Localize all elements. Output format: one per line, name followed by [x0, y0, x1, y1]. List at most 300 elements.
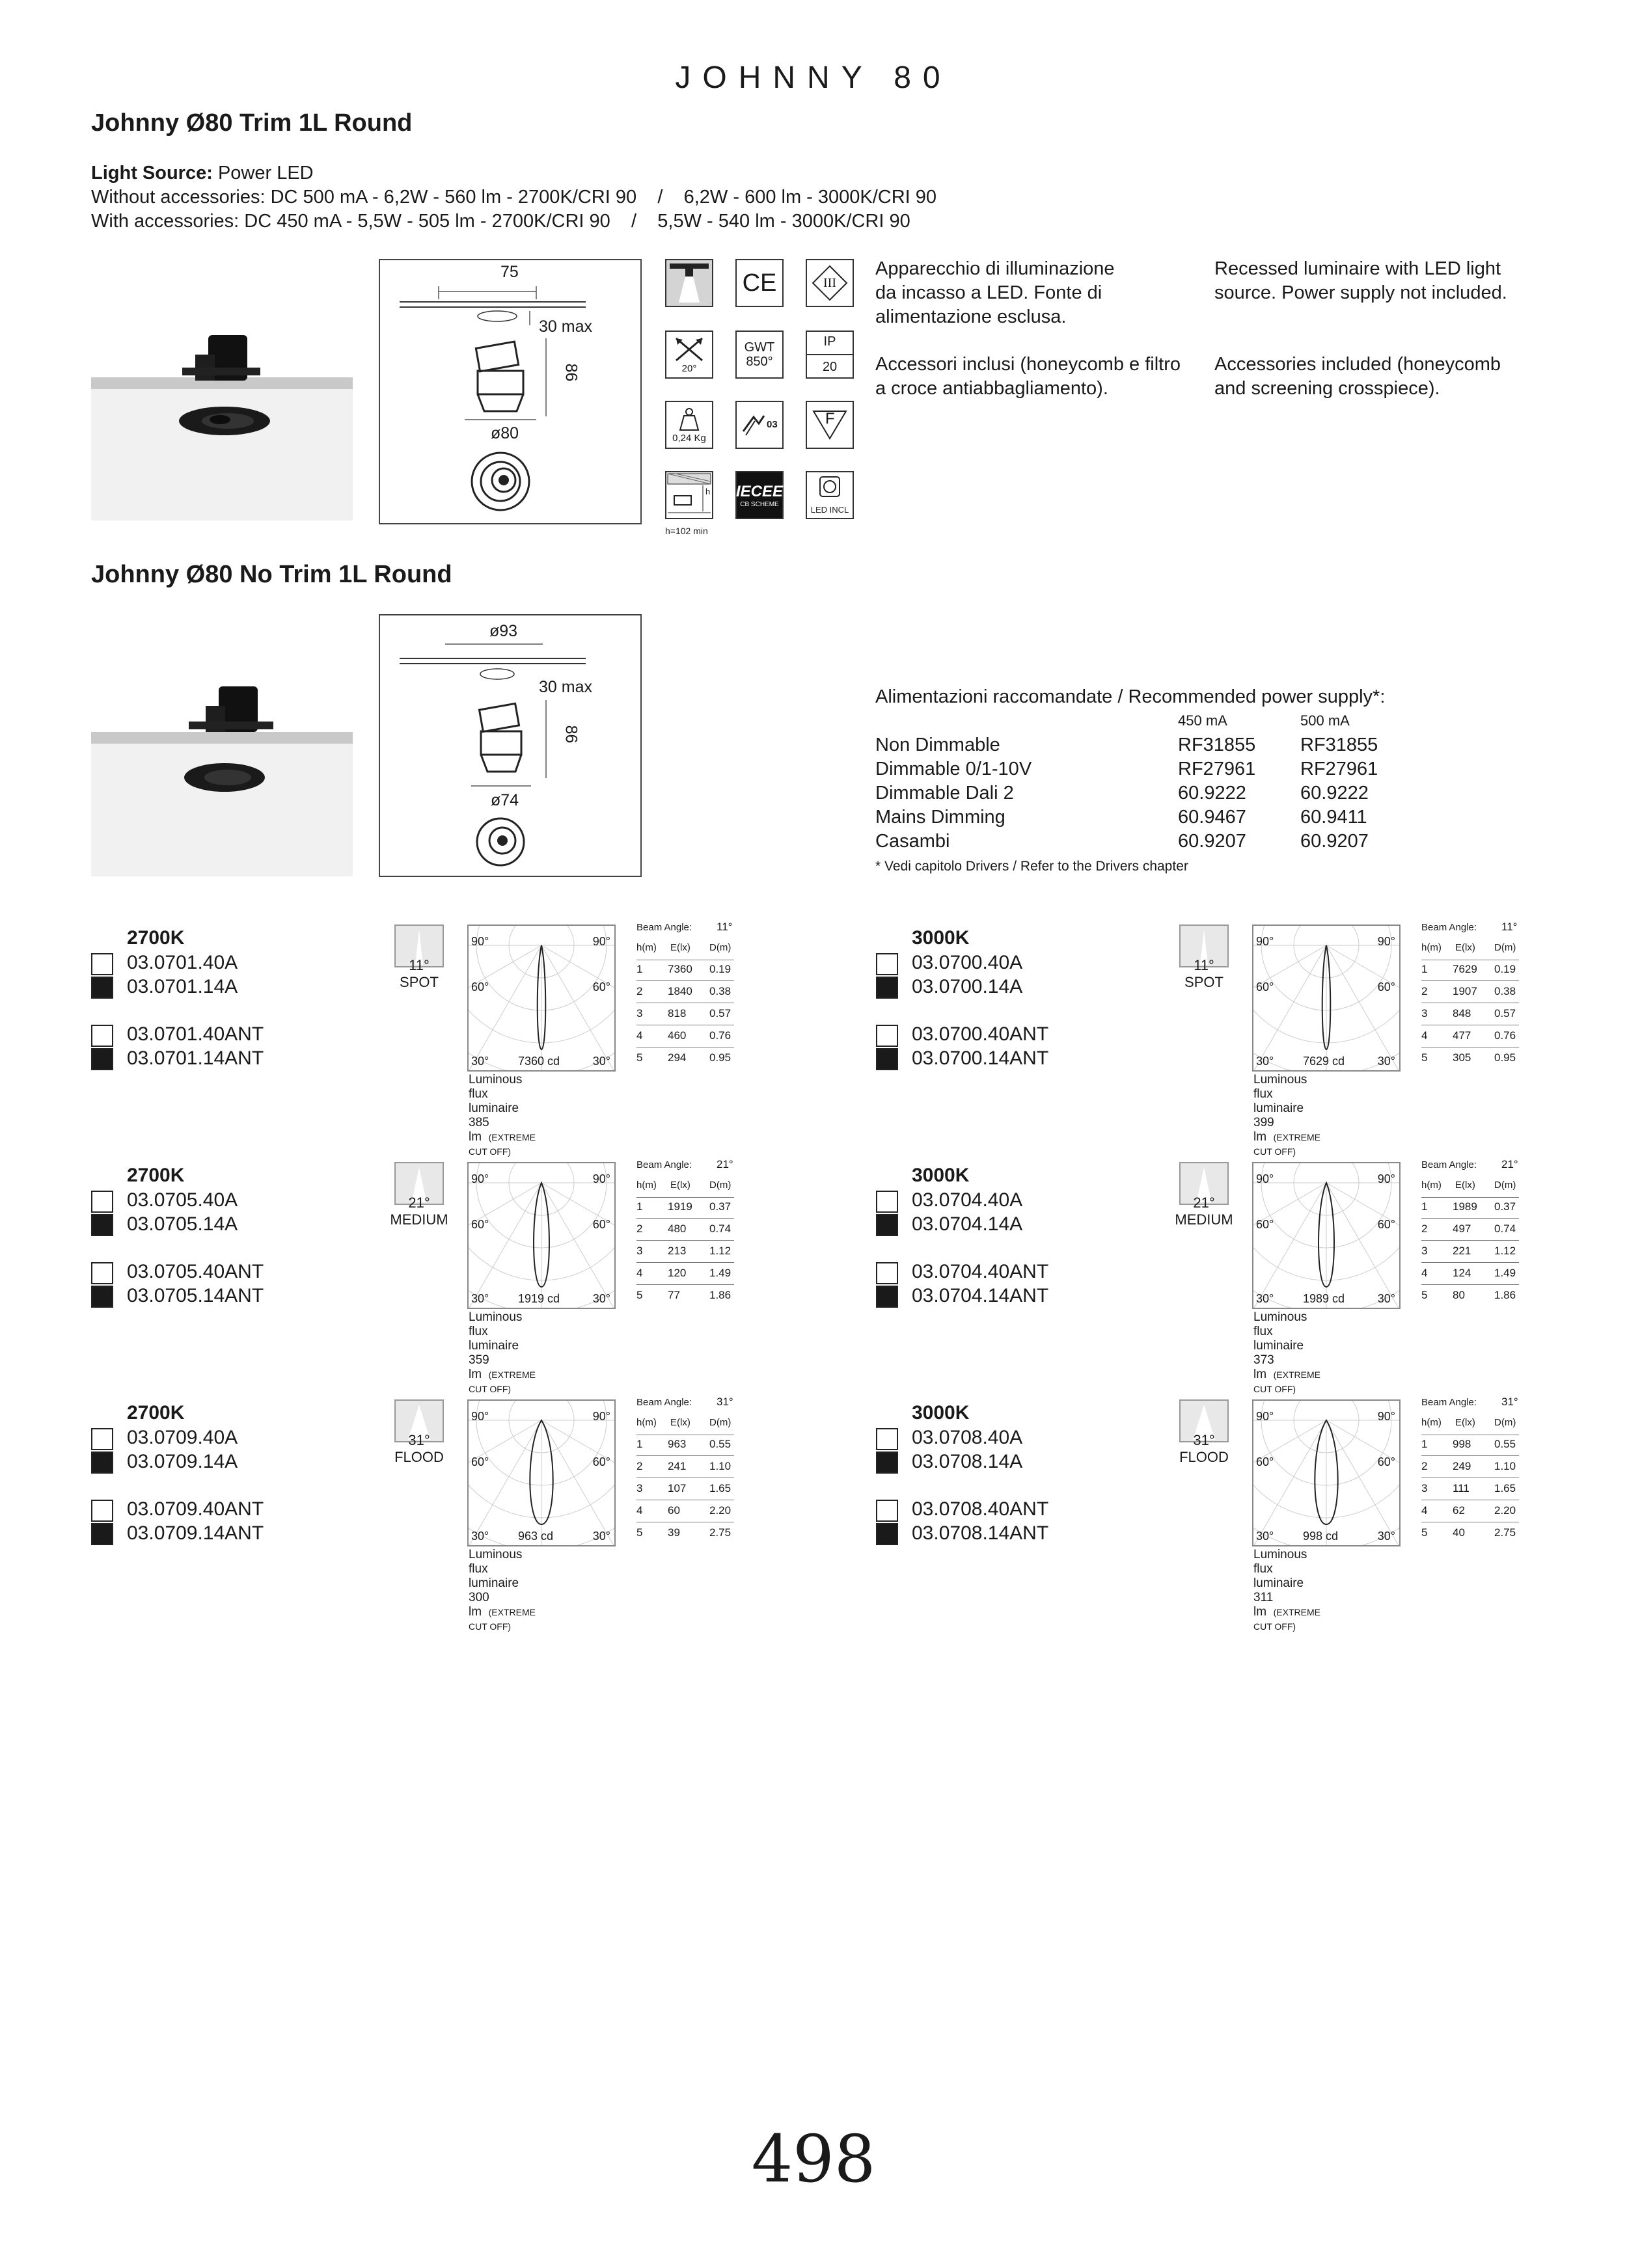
col-e: E(lx): [670, 1180, 690, 1191]
luminous-flux-caption: [469, 1310, 536, 1396]
recessed-icon: [665, 259, 713, 307]
polar-label-30-left: 30°: [1256, 1530, 1274, 1543]
illuminance-row: [636, 1458, 734, 1478]
white-finish-swatch: [91, 1191, 113, 1213]
white-finish-swatch: [876, 1500, 898, 1522]
illuminance-row: [1421, 1243, 1519, 1263]
polar-label-60-left: 60°: [1256, 1455, 1274, 1468]
white-finish-swatch: [876, 1191, 898, 1213]
ip-divider: [806, 354, 854, 355]
height-value: 1: [1421, 1200, 1428, 1213]
white-finish-swatch: [876, 1025, 898, 1047]
black-finish-swatch: [91, 1048, 113, 1070]
illuminance-value: 62: [1453, 1504, 1465, 1517]
power-supply-note: * Vedi capitolo Drivers / Refer to the Drivers chapter: [875, 859, 1188, 874]
diameter-value: 0.57: [709, 1007, 731, 1019]
polar-diagram: [467, 1399, 616, 1546]
illuminance-row: [636, 1005, 734, 1025]
illuminance-value: 477: [1453, 1029, 1471, 1042]
diameter-value: 0.37: [709, 1200, 731, 1213]
height-value: 4: [1421, 1029, 1428, 1042]
illuminance-row: [636, 1027, 734, 1047]
beam-type-label: SPOT: [400, 974, 439, 990]
product-code: 03.0701.14A: [127, 976, 238, 997]
illuminance-value: 39: [668, 1526, 680, 1539]
illuminance-row: [1421, 961, 1519, 981]
description-italian-1: [875, 257, 1201, 329]
height-value: 2: [636, 1460, 643, 1472]
illuminance-header-row: [1421, 940, 1519, 960]
polar-diagram: [1252, 925, 1401, 1072]
illuminance-value: 1907: [1453, 985, 1477, 997]
section-title-no-trim: Johnny Ø80 No Trim 1L Round: [91, 561, 452, 588]
col-h: h(m): [1421, 1417, 1442, 1428]
power-supply-row: [875, 759, 1461, 783]
illuminance-value: 60: [668, 1504, 680, 1517]
flux-value: 373 lm: [1253, 1353, 1274, 1381]
illuminance-value: 111: [1453, 1482, 1470, 1494]
desc-it-1-line: Apparecchio di illuminazione: [875, 258, 1115, 279]
beam-type-label: SPOT: [1184, 974, 1224, 990]
illuminance-table: [636, 1159, 741, 1322]
col-e: E(lx): [670, 942, 690, 953]
polar-label-90-right: 90°: [1377, 1172, 1395, 1185]
beam-degree-label: 11°: [1194, 957, 1214, 973]
product-photo-no-trim: [91, 660, 353, 876]
led-chip-icon: [819, 476, 841, 498]
illuminance-value: 124: [1453, 1267, 1471, 1279]
polar-label-30-left: 30°: [471, 1292, 489, 1305]
height-value: 3: [636, 1245, 643, 1257]
height-value: 3: [1421, 1007, 1428, 1019]
technical-drawing-no-trim: [379, 614, 642, 877]
product-code: 03.0705.40A: [127, 1189, 238, 1211]
illuminance-value: 107: [668, 1482, 687, 1494]
diameter-value: 0.74: [1494, 1222, 1516, 1235]
ps-code-500: RF27961: [1300, 759, 1378, 779]
col-d: D(m): [1494, 1417, 1516, 1428]
product-photo-trim: [91, 257, 353, 520]
col-e: E(lx): [1455, 1180, 1475, 1191]
ce-mark-icon: CE: [735, 259, 784, 307]
product-code: 03.0701.40A: [127, 952, 238, 973]
cutoff-label: (EXTREME CUT OFF): [469, 1370, 536, 1394]
cct-label: 2700K: [127, 927, 185, 949]
black-finish-swatch: [91, 1286, 113, 1308]
flux-value: 300 lm: [469, 1591, 489, 1619]
ps-code-450: 60.9467: [1178, 807, 1246, 828]
illuminance-row: [636, 961, 734, 981]
ip-rating-icon: [806, 331, 854, 379]
dim-diameter: ø74: [491, 791, 519, 809]
diameter-value: 0.95: [709, 1051, 731, 1064]
illuminance-row: [636, 1524, 734, 1544]
illuminance-row: [1421, 1287, 1519, 1306]
luminaire-photo-illustration: [91, 257, 353, 520]
diameter-value: 1.12: [1494, 1245, 1516, 1257]
illuminance-value: 497: [1453, 1222, 1471, 1235]
white-finish-swatch: [91, 1262, 113, 1284]
flux-value: 359 lm: [469, 1353, 489, 1381]
desc-it-2-line: Accessori inclusi (honeycomb e filtro: [875, 354, 1181, 375]
illuminance-value: 305: [1453, 1051, 1471, 1064]
page-number: 498: [751, 2121, 876, 2197]
weight-bell-icon: [676, 407, 702, 433]
ta-class-number: 03: [767, 419, 778, 430]
ps-name: Dimmable Dali 2: [875, 783, 1014, 803]
product-code: 03.0708.40ANT: [912, 1498, 1049, 1520]
polar-label-30-right: 30°: [1377, 1530, 1395, 1543]
beam-angle-label: Beam Angle:: [636, 922, 692, 933]
beam-degree-label: 21°: [1193, 1195, 1215, 1211]
illuminance-row: [1421, 983, 1519, 1003]
flux-value: 385 lm: [469, 1116, 489, 1144]
f-mark-icon: [806, 401, 854, 449]
illuminance-value: 40: [1453, 1526, 1465, 1539]
height-value: 1: [1421, 963, 1428, 975]
polar-label-30-right: 30°: [592, 1055, 610, 1068]
illuminance-table: [1421, 922, 1525, 1085]
beam-angle-label: Beam Angle:: [1421, 922, 1477, 933]
spec-with-accessories: With accessories: DC 450 mA - 5,5W - 505 lm - 2700K/CRI 90 / 5,5W - 540 lm - 3000K/CRI 90: [91, 211, 910, 232]
illuminance-value: 213: [668, 1245, 687, 1257]
polar-label-60-right: 60°: [1377, 1455, 1395, 1468]
illuminance-value: 294: [668, 1051, 687, 1064]
desc-it-1-line: da incasso a LED. Fonte di: [875, 282, 1102, 303]
white-finish-swatch: [876, 1428, 898, 1450]
illuminance-row: [1421, 1005, 1519, 1025]
illuminance-value: 249: [1453, 1460, 1471, 1472]
height-value: 3: [1421, 1482, 1428, 1494]
illuminance-row: [1421, 1027, 1519, 1047]
height-value: 5: [636, 1289, 643, 1301]
dim-depth: 30 max: [539, 678, 592, 696]
illuminance-row: [636, 1221, 734, 1241]
ps-name: Mains Dimming: [875, 807, 1005, 828]
product-code: 03.0708.40A: [912, 1427, 1023, 1448]
illuminance-row: [636, 1243, 734, 1263]
black-finish-swatch: [91, 977, 113, 999]
cct-label: 2700K: [127, 1165, 185, 1186]
diameter-value: 0.19: [709, 963, 731, 975]
illuminance-header-row: [636, 1178, 734, 1198]
illuminance-value: 7629: [1453, 963, 1477, 975]
beam-degree-label: 21°: [408, 1195, 430, 1211]
ps-name: Casambi: [875, 831, 950, 852]
luminous-flux-caption: [1253, 1310, 1320, 1396]
polar-label-90-left: 90°: [1256, 1410, 1274, 1423]
ps-code-450: RF27961: [1178, 759, 1256, 779]
illuminance-row: [636, 1480, 734, 1500]
product-code: 03.0700.14A: [912, 976, 1023, 997]
beam-angle-label: Beam Angle:: [1421, 1159, 1477, 1170]
white-finish-swatch: [91, 953, 113, 975]
diameter-value: 0.57: [1494, 1007, 1516, 1019]
illuminance-value: 77: [668, 1289, 680, 1301]
product-code: 03.0709.14A: [127, 1451, 238, 1472]
beam-angle-value: 11°: [1501, 921, 1518, 933]
height-value: 2: [1421, 985, 1428, 997]
beam-type-label: MEDIUM: [1175, 1211, 1233, 1228]
illuminance-table: [636, 1397, 741, 1559]
installation-h-label: h: [705, 487, 711, 496]
polar-label-60-left: 60°: [471, 1455, 489, 1468]
illuminance-row: [636, 1049, 734, 1069]
f-mark-label: F: [825, 410, 835, 427]
weight-value: 0,24 Kg: [672, 432, 706, 444]
beam-angle-label: Beam Angle:: [636, 1159, 692, 1170]
polar-diagram: [467, 925, 616, 1072]
light-source-line: [91, 161, 314, 185]
polar-label-60-right: 60°: [592, 1218, 610, 1231]
beam-angle-value: 11°: [717, 921, 733, 933]
product-code: 03.0704.40ANT: [912, 1261, 1049, 1282]
diameter-value: 1.12: [709, 1245, 731, 1257]
illuminance-row: [636, 983, 734, 1003]
white-finish-swatch: [91, 1025, 113, 1047]
illuminance-value: 7360: [668, 963, 692, 975]
polar-label-90-right: 90°: [1377, 1410, 1395, 1423]
desc-en-2-line: Accessories included (honeycomb: [1214, 354, 1501, 375]
illuminance-row: [636, 1265, 734, 1285]
flux-value: 311 lm: [1253, 1591, 1274, 1619]
height-value: 1: [636, 1438, 643, 1450]
polar-label-60-right: 60°: [592, 980, 610, 993]
dim-width: ø93: [489, 622, 518, 640]
cct-label: 3000K: [912, 1165, 970, 1186]
flux-label: Luminous flux luminaire: [469, 1548, 523, 1590]
black-finish-swatch: [91, 1214, 113, 1236]
illuminance-value: 1989: [1453, 1200, 1477, 1213]
illuminance-table: [636, 922, 741, 1085]
ps-name: Non Dimmable: [875, 735, 1000, 755]
dim-depth: 30 max: [539, 317, 592, 336]
drawing-lines: [380, 615, 640, 876]
beam-type-label: MEDIUM: [390, 1211, 448, 1228]
gwt-icon: [735, 331, 784, 379]
beam-angle-value: 31°: [717, 1396, 733, 1408]
illuminance-header-row: [636, 940, 734, 960]
product-code: 03.0700.14ANT: [912, 1047, 1049, 1069]
beam-type-label: FLOOD: [394, 1449, 444, 1465]
diameter-value: 2.20: [1494, 1504, 1516, 1517]
polar-diagram: [1252, 1162, 1401, 1309]
class-iii-label: III: [823, 275, 836, 290]
black-finish-swatch: [91, 1523, 113, 1545]
peak-intensity-label: 7360 cd: [518, 1055, 560, 1068]
polar-label-30-left: 30°: [471, 1055, 489, 1068]
beam-type-label: FLOOD: [1179, 1449, 1229, 1465]
peak-intensity-label: 998 cd: [1303, 1530, 1339, 1543]
peak-intensity-label: 1919 cd: [518, 1292, 560, 1305]
diameter-value: 1.10: [709, 1460, 731, 1472]
cct-label: 2700K: [127, 1402, 185, 1424]
power-supply-title: Alimentazioni raccomandate / Recommended power supply*:: [875, 686, 1386, 707]
description-english-2: [1214, 353, 1566, 401]
desc-en-1-line: Recessed luminaire with LED light: [1214, 258, 1501, 279]
height-value: 2: [636, 985, 643, 997]
product-code: 03.0705.14A: [127, 1213, 238, 1235]
illuminance-value: 120: [668, 1267, 687, 1279]
height-value: 4: [1421, 1267, 1428, 1279]
flux-value: 399 lm: [1253, 1116, 1274, 1144]
luminous-flux-caption: [469, 1073, 536, 1159]
illuminance-row: [1421, 1458, 1519, 1478]
polar-label-30-right: 30°: [1377, 1055, 1395, 1068]
product-code: 03.0709.14ANT: [127, 1522, 264, 1544]
product-code: 03.0704.40A: [912, 1189, 1023, 1211]
dim-diameter: ø80: [491, 424, 519, 442]
illuminance-row: [1421, 1436, 1519, 1456]
polar-label-90-right: 90°: [592, 1410, 610, 1423]
col-d: D(m): [1494, 942, 1516, 953]
illuminance-row: [1421, 1049, 1519, 1069]
ps-code-450: 60.9207: [1178, 831, 1246, 852]
product-code: 03.0704.14A: [912, 1213, 1023, 1235]
height-value: 2: [1421, 1460, 1428, 1472]
illuminance-row: [636, 1198, 734, 1219]
diameter-value: 0.76: [1494, 1029, 1516, 1042]
col-e: E(lx): [1455, 942, 1475, 953]
weight-icon: [665, 401, 713, 449]
polar-label-90-left: 90°: [471, 1410, 489, 1423]
light-source-label: Light Source:: [91, 163, 213, 183]
desc-en-1-line: source. Power supply not included.: [1214, 282, 1507, 303]
diameter-value: 1.10: [1494, 1460, 1516, 1472]
product-code: 03.0708.14A: [912, 1451, 1023, 1472]
diameter-value: 1.86: [709, 1289, 731, 1301]
illuminance-header-row: [1421, 1415, 1519, 1435]
dim-height: 86: [562, 725, 581, 744]
desc-it-2-line: a croce antiabbagliamento).: [875, 378, 1108, 399]
beam-degree-label: 11°: [409, 957, 430, 973]
illuminance-value: 241: [668, 1460, 687, 1472]
diameter-value: 1.65: [709, 1482, 731, 1494]
polar-label-90-left: 90°: [1256, 935, 1274, 948]
height-value: 5: [1421, 1051, 1428, 1064]
height-value: 2: [636, 1222, 643, 1235]
polar-label-90-left: 90°: [471, 935, 489, 948]
flux-label: Luminous flux luminaire: [1253, 1548, 1307, 1590]
temperature-class-icon: [735, 401, 784, 449]
technical-drawing-trim: [379, 259, 642, 524]
peak-intensity-label: 7629 cd: [1303, 1055, 1345, 1068]
diameter-value: 1.86: [1494, 1289, 1516, 1301]
illuminance-value: 1840: [668, 985, 692, 997]
polar-label-90-left: 90°: [1256, 1172, 1274, 1185]
class-iii-icon: [806, 259, 854, 307]
installation-height-icon: [665, 471, 713, 519]
drawing-lines: [380, 260, 640, 523]
height-value: 4: [1421, 1504, 1428, 1517]
col-450ma-header: 450 mA: [1178, 712, 1227, 729]
diameter-value: 0.74: [709, 1222, 731, 1235]
col-h: h(m): [636, 1180, 657, 1191]
polar-diagram: [1252, 1399, 1401, 1546]
polar-label-30-right: 30°: [592, 1530, 610, 1543]
beam-angle-value: 31°: [1501, 1396, 1518, 1408]
spec-without-accessories: Without accessories: DC 500 mA - 6,2W - 560 lm - 2700K/CRI 90 / 6,2W - 600 lm - 3000K/CRI 90: [91, 187, 937, 208]
cutoff-label: (EXTREME CUT OFF): [1253, 1607, 1320, 1632]
iecee-cb-icon: [735, 471, 784, 519]
polar-label-30-right: 30°: [592, 1292, 610, 1305]
height-value: 5: [1421, 1289, 1428, 1301]
height-value: 3: [636, 1007, 643, 1019]
polar-label-60-left: 60°: [471, 980, 489, 993]
diameter-value: 0.38: [1494, 985, 1516, 997]
peak-intensity-label: 1989 cd: [1303, 1292, 1345, 1305]
dim-width: 75: [500, 263, 519, 281]
tilt-angle-value: 20°: [681, 362, 697, 374]
white-finish-swatch: [876, 1262, 898, 1284]
diameter-value: 2.75: [1494, 1526, 1516, 1539]
col-d: D(m): [1494, 1180, 1516, 1191]
recessed-icon-graphic: [670, 263, 709, 303]
cct-label: 3000K: [912, 927, 970, 949]
description-english-1: [1214, 257, 1566, 305]
beam-degree-label: 31°: [408, 1432, 430, 1448]
diameter-value: 0.37: [1494, 1200, 1516, 1213]
illuminance-table: [1421, 1397, 1525, 1559]
flux-label: Luminous flux luminaire: [1253, 1073, 1307, 1115]
ps-code-500: 60.9207: [1300, 831, 1369, 852]
luminous-flux-caption: [1253, 1548, 1320, 1634]
illuminance-value: 848: [1453, 1007, 1471, 1019]
diameter-value: 0.19: [1494, 963, 1516, 975]
col-e: E(lx): [1455, 1417, 1475, 1428]
luminous-flux-caption: [469, 1548, 536, 1634]
ps-code-500: 60.9222: [1300, 783, 1369, 803]
tilt-angle-icon: [665, 331, 713, 379]
product-code: 03.0709.40ANT: [127, 1498, 264, 1520]
diameter-value: 1.65: [1494, 1482, 1516, 1494]
diameter-value: 0.76: [709, 1029, 731, 1042]
page-title: JOHNNY 80: [675, 61, 952, 95]
illuminance-row: [1421, 1502, 1519, 1522]
ip-label: IP: [823, 334, 836, 349]
black-finish-swatch: [876, 1451, 898, 1474]
illuminance-value: 998: [1453, 1438, 1471, 1450]
product-code: 03.0701.14ANT: [127, 1047, 264, 1069]
power-supply-table: [875, 686, 1526, 882]
polar-label-60-left: 60°: [1256, 980, 1274, 993]
polar-label-90-right: 90°: [592, 1172, 610, 1185]
power-supply-row: [875, 831, 1461, 855]
height-value: 5: [1421, 1526, 1428, 1539]
peak-intensity-label: 963 cd: [518, 1530, 554, 1543]
polar-label-60-right: 60°: [1377, 1218, 1395, 1231]
ps-name: Dimmable 0/1-10V: [875, 759, 1032, 779]
polar-label-60-right: 60°: [592, 1455, 610, 1468]
power-supply-row: [875, 807, 1461, 831]
ip-value: 20: [822, 360, 838, 375]
height-value: 5: [636, 1526, 643, 1539]
power-supply-row: [875, 783, 1461, 807]
polar-label-90-left: 90°: [471, 1172, 489, 1185]
illuminance-row: [1421, 1198, 1519, 1219]
illuminance-value: 818: [668, 1007, 687, 1019]
col-h: h(m): [636, 942, 657, 953]
polar-label-60-left: 60°: [471, 1218, 489, 1231]
height-value: 1: [1421, 1438, 1428, 1450]
led-included-label: LED INCL: [810, 504, 849, 515]
cutoff-label: (EXTREME CUT OFF): [469, 1607, 536, 1632]
illuminance-value: 221: [1453, 1245, 1471, 1257]
col-d: D(m): [709, 1417, 731, 1428]
diameter-value: 2.75: [709, 1526, 731, 1539]
beam-degree-label: 31°: [1193, 1432, 1215, 1448]
beam-angle-label: Beam Angle:: [636, 1397, 692, 1408]
